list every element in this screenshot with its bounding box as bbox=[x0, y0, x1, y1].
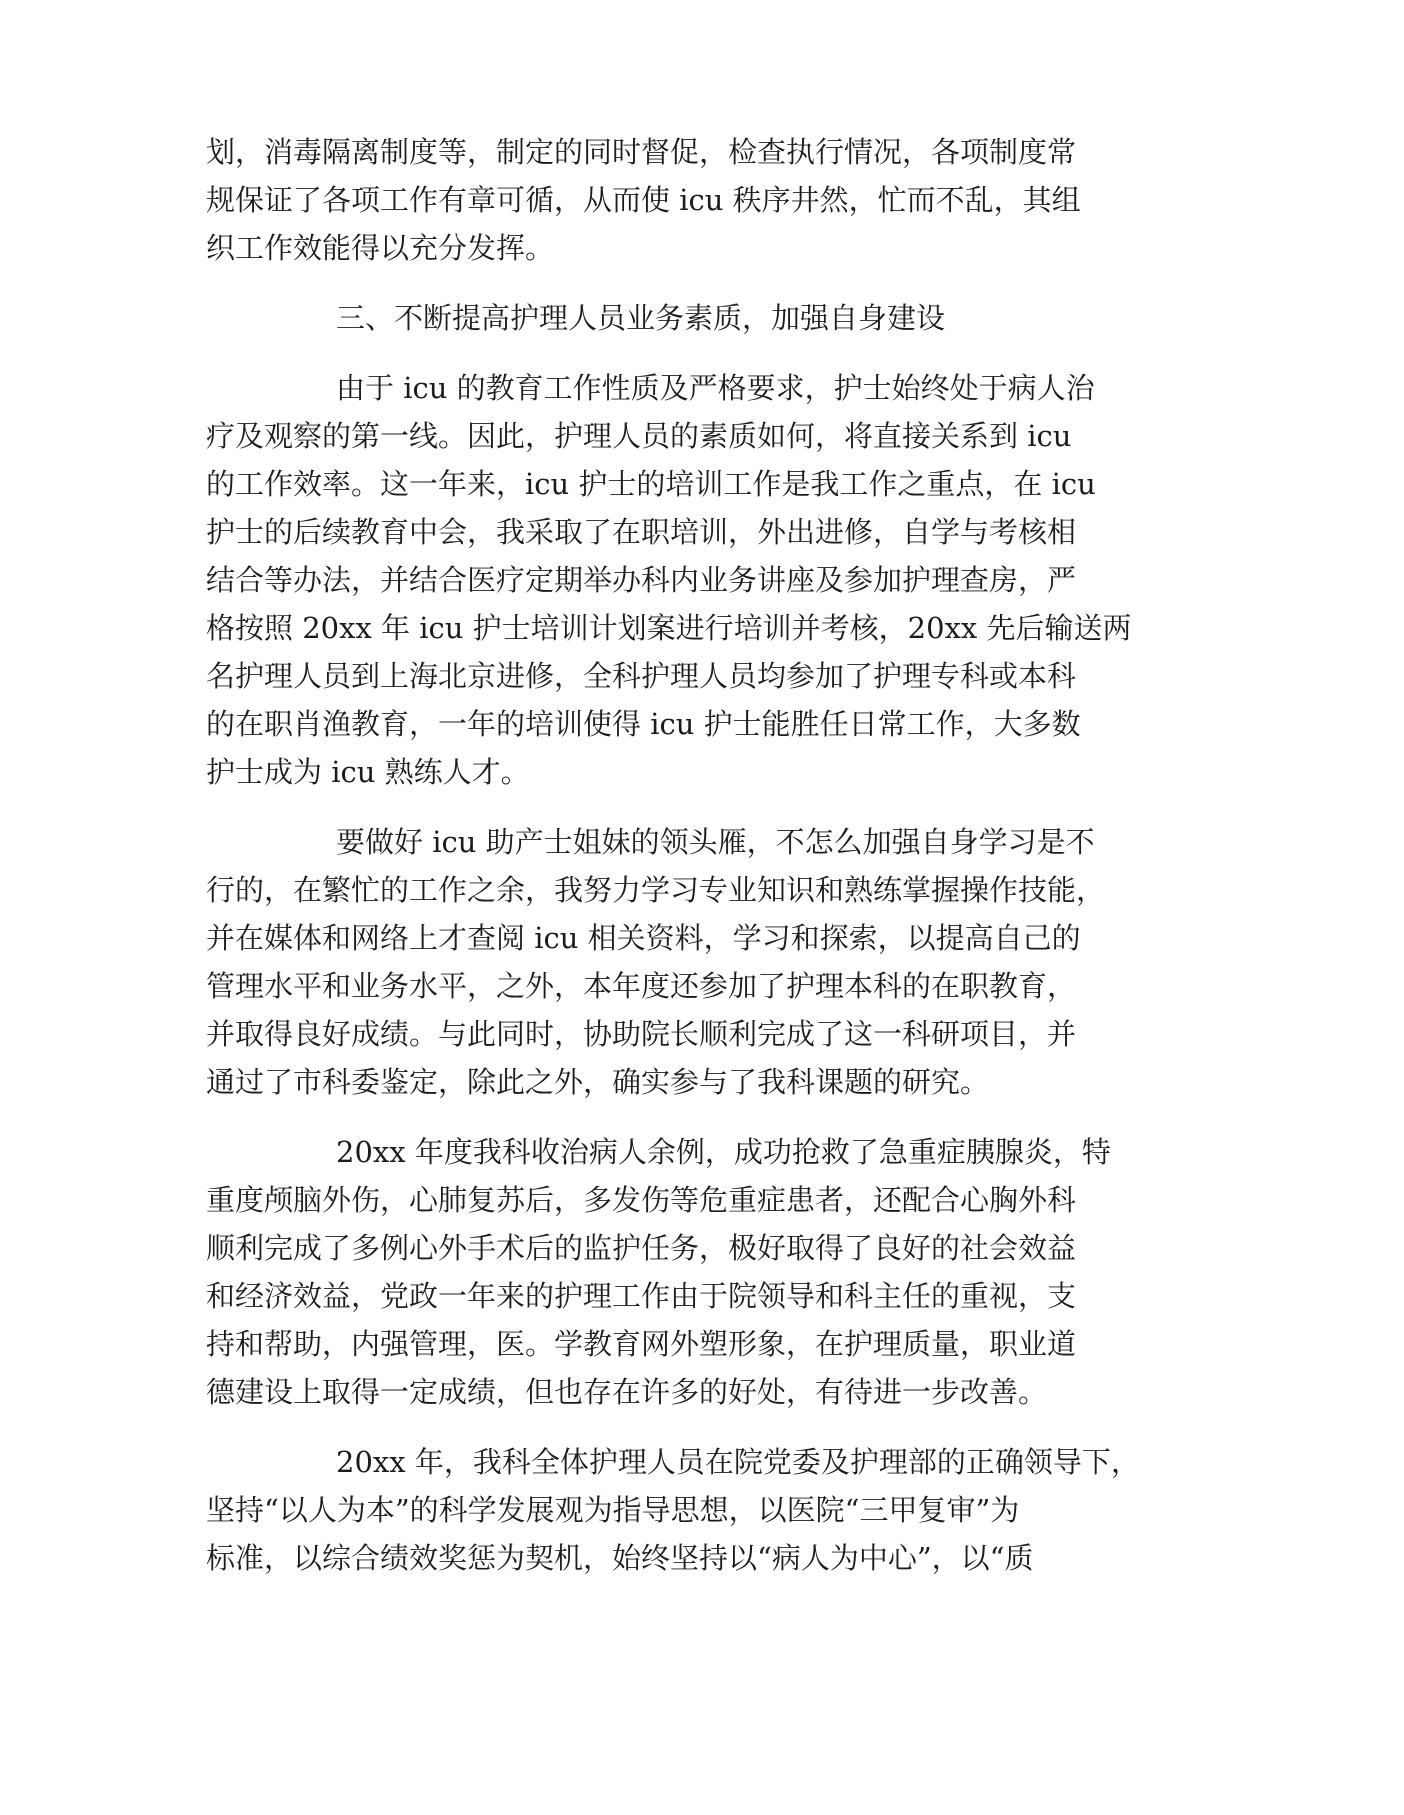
text-line: 规保证了各项工作有章可循，从而使 icu 秩序井然，忙而不乱，其组 bbox=[206, 183, 1081, 217]
text-line: 结合等办法，并结合医疗定期举办科内业务讲座及参加护理查房，严 bbox=[206, 563, 1077, 597]
text-line: 重度颅脑外伤，心肺复苏后，多发伤等危重症患者，还配合心胸外科 bbox=[206, 1183, 1077, 1217]
text-line: 的在职肖渔教育，一年的培训使得 icu 护士能胜任日常工作，大多数 bbox=[206, 707, 1081, 741]
paragraph bbox=[206, 818, 1206, 1106]
text-line: 的工作效率。这一年来，icu 护士的培训工作是我工作之重点，在 icu bbox=[206, 467, 1096, 501]
paragraph bbox=[206, 364, 1206, 796]
text-line: 织工作效能得以充分发挥。 bbox=[206, 231, 555, 265]
text-line: 通过了市科委鉴定，除此之外，确实参与了我科课题的研究。 bbox=[206, 1065, 990, 1099]
heading-line: 三、不断提高护理人员业务素质，加强自身建设 bbox=[336, 301, 946, 335]
text-line: 顺利完成了多例心外手术后的监护任务，极好取得了良好的社会效益 bbox=[206, 1231, 1077, 1265]
text-line: 疗及观察的第一线。因此，护理人员的素质如何，将直接关系到 icu bbox=[206, 419, 1072, 453]
text-line: 名护理人员到上海北京进修，全科护理人员均参加了护理专科或本科 bbox=[206, 659, 1077, 693]
text-line: 和经济效益，党政一年来的护理工作由于院领导和科主任的重视，支 bbox=[206, 1279, 1077, 1313]
text-line: 持和帮助，内强管理，医。学教育网外塑形象，在护理质量，职业道 bbox=[206, 1327, 1077, 1361]
document-body bbox=[206, 128, 1206, 1582]
text-line: 并在媒体和网络上才查阅 icu 相关资料，学习和探索，以提高自己的 bbox=[206, 921, 1081, 955]
text-line: 标准，以综合绩效奖惩为契机，始终坚持以“病人为中心”，以“质 bbox=[206, 1541, 1034, 1575]
paragraph-continuation bbox=[206, 128, 1206, 272]
text-line: 格按照 20xx 年 icu 护士培训计划案进行培训并考核，20xx 先后输送两 bbox=[206, 611, 1132, 645]
text-line: 护士的后续教育中会，我采取了在职培训，外出进修，自学与考核相 bbox=[206, 515, 1077, 549]
text-line: 德建设上取得一定成绩，但也存在许多的好处，有待进一步改善。 bbox=[206, 1375, 1048, 1409]
text-line: 由于 icu 的教育工作性质及严格要求，护士始终处于病人治 bbox=[336, 371, 1095, 405]
text-line: 20xx 年，我科全体护理人员在院党委及护理部的正确领导下， bbox=[336, 1445, 1140, 1479]
text-line: 20xx 年度我科收治病人余例，成功抢救了急重症胰腺炎，特 bbox=[336, 1135, 1111, 1169]
text-line: 并取得良好成绩。与此同时，协助院长顺利完成了这一科研项目，并 bbox=[206, 1017, 1077, 1051]
text-line: 护士成为 icu 熟练人才。 bbox=[206, 755, 530, 789]
text-line: 要做好 icu 助产士姐妹的领头雁，不怎么加强自身学习是不 bbox=[336, 825, 1095, 859]
text-line: 划，消毒隔离制度等，制定的同时督促，检查执行情况，各项制度常 bbox=[206, 135, 1077, 169]
text-line: 行的，在繁忙的工作之余，我努力学习专业知识和熟练掌握操作技能， bbox=[206, 873, 1106, 907]
text-line: 管理水平和业务水平，之外，本年度还参加了护理本科的在职教育， bbox=[206, 969, 1077, 1003]
section-heading bbox=[206, 294, 1206, 342]
paragraph bbox=[206, 1128, 1206, 1416]
paragraph bbox=[206, 1438, 1206, 1582]
text-line: 坚持“以人为本”的科学发展观为指导思想，以医院“三甲复审”为 bbox=[206, 1493, 1020, 1527]
